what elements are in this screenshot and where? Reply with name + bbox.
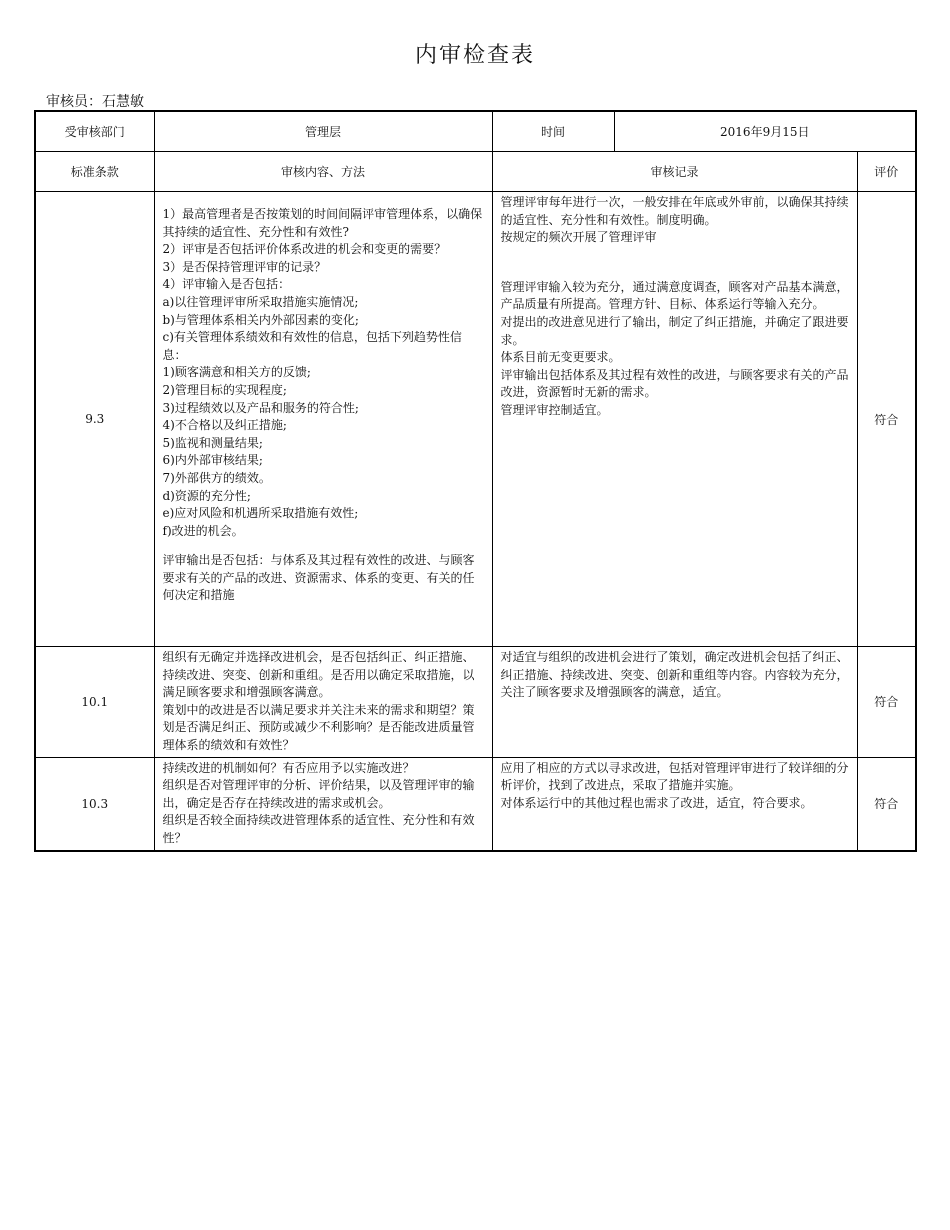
clause-cell: 9.3 (35, 192, 154, 647)
record-text: 应用了相应的方式以寻求改进，包括对管理评审进行了较详细的分析评价，找到了改进点，采取了措施并实施。 对体系运行中的其他过程也需求了改进，适宜，符合要求。 (500, 760, 849, 810)
content-text-output: 评审输出是否包括：与体系及其过程有效性的改进、与顾客要求有关的产品的改进、资源需求、体系的变更、有关的任何决定和措施 (162, 553, 475, 603)
record-text: 管理评审每年进行一次，一般安排在年底或外审前，以确保其持续的适宜性、充分性和有效性。制度明确。 按规定的频次开展了管理评审 (500, 195, 849, 245)
header-row-columns (35, 152, 916, 192)
dept-value: 管理层 (154, 111, 492, 152)
col-record-header: 审核记录 (492, 152, 857, 192)
audit-checklist-table (34, 110, 917, 852)
time-label: 时间 (492, 111, 614, 152)
col-content-header: 审核内容、方法 (154, 152, 492, 192)
content-cell (154, 757, 492, 850)
content-cell (154, 647, 492, 758)
record-cell (492, 757, 857, 850)
content-cell (154, 192, 492, 647)
record-text: 对适宜与组织的改进机会进行了策划，确定改进机会包括了纠正、纠正措施、持续改进、突变、创新和重组等内容。内容较为充分，关注了顾客要求及增强顾客的满意，适宜。 (500, 650, 849, 700)
eval-cell: 符合 (857, 192, 916, 647)
col-eval-header: 评价 (857, 152, 916, 192)
auditor-label: 审核员：石慧敏 (46, 94, 144, 110)
record-cell (492, 192, 857, 647)
header-row-department (35, 111, 916, 152)
content-text: 组织有无确定并选择改进机会，是否包括纠正、纠正措施、持续改进、突变、创新和重组。是否用以确定采取措施，以满足顾客要求和增强顾客满意。 策划中的改进是否以满足要求并关注未来的需求和期望？策划是否满足纠正、预防或减少不利影响？是否能改进质量管理体系的绩效和有效性？ (162, 650, 475, 752)
page-title: 内审检查表 (414, 43, 535, 68)
content-text: 持续改进的机制如何？有否应用予以实施改进？ 组织是否对管理评审的分析、评价结果，以及管理评审的输出，确定是否存在持续改进的需求或机会。 组织是否较全面持续改进管理体系的适宜性、充分性和有效性？ (162, 760, 475, 845)
col-clause-header: 标准条款 (35, 152, 154, 192)
table-row (35, 757, 916, 850)
record-cell (492, 647, 857, 758)
table-row (35, 647, 916, 758)
eval-cell: 符合 (857, 757, 916, 850)
table-row (35, 192, 916, 647)
clause-cell: 10.1 (35, 647, 154, 758)
content-text: 1）最高管理者是否按策划的时间间隔评审管理体系，以确保其持续的适宜性、充分性和有效性? 2）评审是否包括评价体系改进的机会和变更的需要？ 3）是否保持管理评审的记录？ 4）评审输入是否包括： a)以往管理评审所采取措施实施情况; b)与管理体系相关内外部因素的变化; c)有关管理体系绩效和有效性的信息，包括下列趋势性信息： 1)顾客满意和相关方的反馈; 2)管理目标的实现程度; 3)过程绩效以及产品和服务的符合性; 4)不合格以及纠正措施; 5)监视和测量结果; 6)内外部审核结果; 7)外部供方的绩效。 d)资源的充分性; e)应对风险和机遇所采取措施有效性; f)改进的机会。 (162, 207, 483, 538)
record-text-input: 管理评审输入较为充分，通过满意度调查，顾客对产品基本满意，产品质量有所提高。管理方针、目标、体系运行等输入充分。 对提出的改进意见进行了输出，制定了纠正措施，并确定了跟进要求。 体系目前无变更要求。 评审输出包括体系及其过程有效性的改进，与顾客要求有关的产品改进，资源暂时无新的需求。 管理评审控制适宜。 (500, 279, 849, 417)
time-value: 2016年9月15日 (614, 111, 916, 152)
dept-label: 受审核部门 (35, 111, 154, 152)
eval-cell: 符合 (857, 647, 916, 758)
clause-cell: 10.3 (35, 757, 154, 850)
